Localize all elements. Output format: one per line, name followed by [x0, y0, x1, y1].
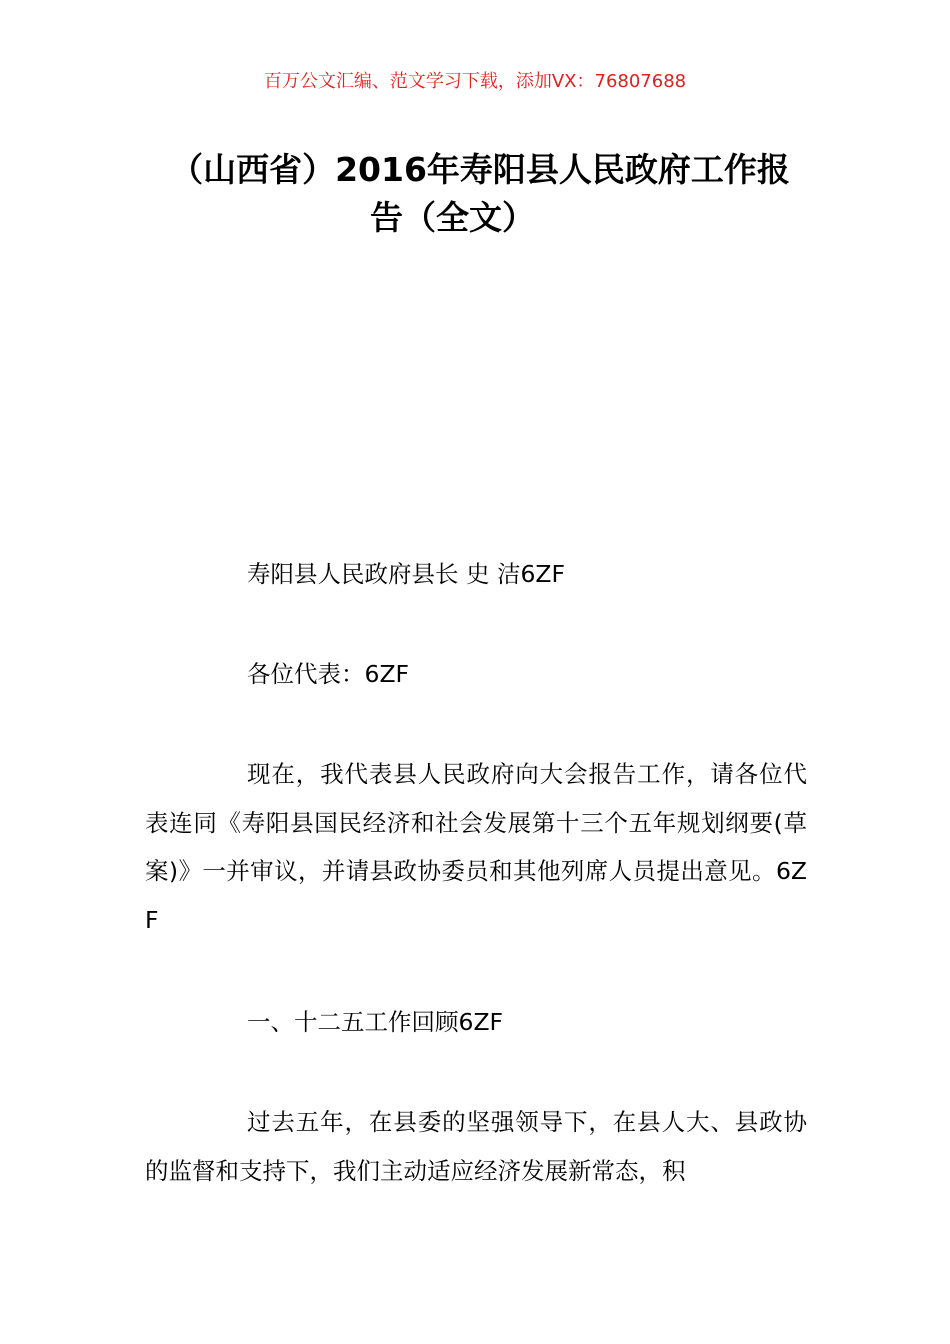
- section-heading: 一、十二五工作回顾6ZF: [247, 1008, 504, 1036]
- intro-paragraph: 现在，我代表县人民政府向大会报告工作，请各位代表连同《寿阳县国民经济和社会发展第十三个五年规划纲要(草案)》一并审议，并请县政协委员和其他列席人员提出意见。6ZF: [145, 760, 807, 934]
- document-title: [140, 146, 820, 242]
- watermark-banner: 百万公文汇编、范文学习下载，添加VX：76807688: [263, 71, 687, 92]
- section-body-paragraph: 过去五年，在县委的坚强领导下，在县人大、县政协的监督和支持下，我们主动适应经济发展新常态，积: [145, 1108, 807, 1185]
- title-line-1: （山西省）2016年寿阳县人民政府工作报: [170, 150, 790, 189]
- author-line: 寿阳县人民政府县长 史 洁6ZF: [247, 560, 566, 588]
- title-line-2: 告（全文）: [370, 198, 535, 237]
- greeting-paragraph: 各位代表：6ZF: [247, 660, 410, 688]
